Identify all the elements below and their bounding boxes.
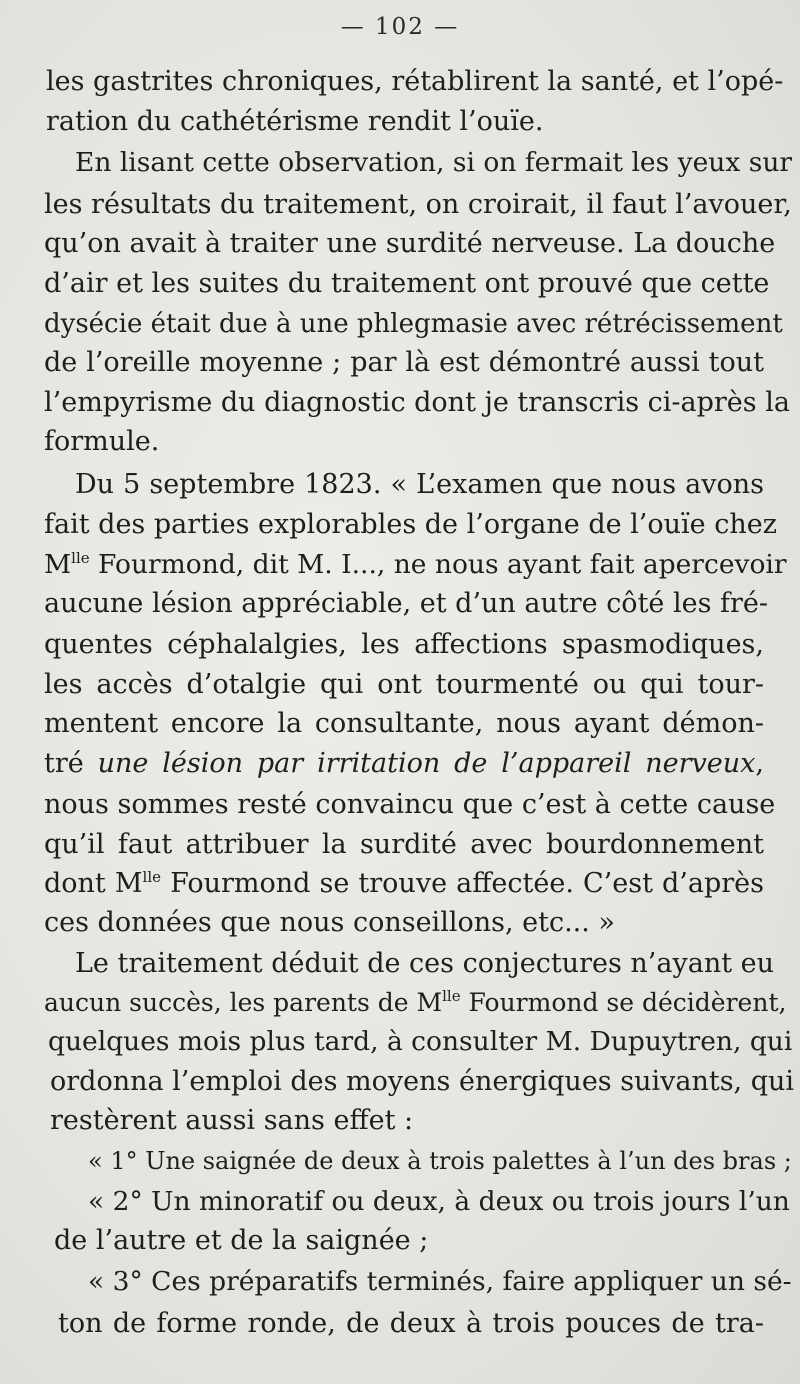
text-line: ton de forme ronde, de deux à trois pouces de tra- (58, 1308, 764, 1339)
text-line: dont $M^{lle}$ Fourmond se trouve affectée. C’est d’après (44, 868, 764, 899)
text-line: « 2° Un minoratif ou deux, à deux ou trois jours l’un (88, 1186, 790, 1217)
text-line: mentent encore la consultante, nous ayant démon- (44, 708, 764, 739)
text-line: nous sommes resté convaincu que c’est à cette cause (44, 789, 776, 820)
text-line: quelques mois plus tard, à consulter M. Dupuytren, qui (48, 1026, 793, 1057)
text-line: quentes céphalalgies, les affections spasmodiques, (44, 629, 764, 660)
text-line: En lisant cette observation, si on fermait les yeux sur (75, 147, 793, 178)
text-line: restèrent aussi sans effet : (50, 1105, 414, 1136)
text-line: tré une lésion par irritation de l’appareil nerveux, (44, 748, 764, 779)
text-line: « 3° Ces préparatifs terminés, faire appliquer un sé- (88, 1266, 792, 1297)
text-line: Du 5 septembre 1823. « L’examen que nous avons (75, 469, 764, 500)
text-line: aucun succès, les parents de $M^{lle}$ Fourmond se décidèrent, (44, 987, 787, 1017)
text-line: qu’il faut attribuer la surdité avec bourdonnement (44, 829, 764, 860)
text-line: les gastrites chroniques, rétablirent la santé, et l’opé- (46, 66, 784, 97)
text-line: « 1° Une saignée de deux à trois palettes à l’un des bras ; (88, 1147, 792, 1175)
text-line: de l’autre et de la saignée ; (54, 1225, 429, 1256)
text-line: ces données que nous conseillons, etc... » (44, 907, 615, 938)
text-line: d’air et les suites du traitement ont prouvé que cette (44, 268, 770, 299)
text-line: Le traitement déduit de ces conjectures n’ayant eu (75, 948, 775, 979)
text-line: aucune lésion appréciable, et d’un autre côté les fré- (44, 588, 769, 619)
text-line: de l’oreille moyenne ; par là est démontré aussi tout (44, 347, 764, 378)
text-line: l’empyrisme du diagnostic dont je transcris ci-après la (44, 387, 790, 418)
text-line: fait des parties explorables de l’organe de l’ouïe chez (44, 509, 777, 540)
text-line: dysécie était due à une phlegmasie avec rétrécissement (44, 309, 783, 339)
text-line: ordonna l’emploi des moyens énergiques suivants, qui (50, 1066, 795, 1097)
page-number: — 102 — (340, 14, 460, 40)
text-line: les résultats du traitement, on croirait, il faut l’avouer, (44, 189, 792, 220)
text-line: $M^{lle}$ Fourmond, dit M. I..., ne nous ayant fait apercevoir (44, 549, 787, 580)
text-line: qu’on avait à traiter une surdité nerveuse. La douche (44, 228, 776, 259)
text-line: ration du cathétérisme rendit l’ouïe. (46, 106, 544, 137)
text-line: les accès d’otalgie qui ont tourmenté ou qui tour- (44, 669, 764, 700)
text-line: formule. (44, 426, 160, 457)
